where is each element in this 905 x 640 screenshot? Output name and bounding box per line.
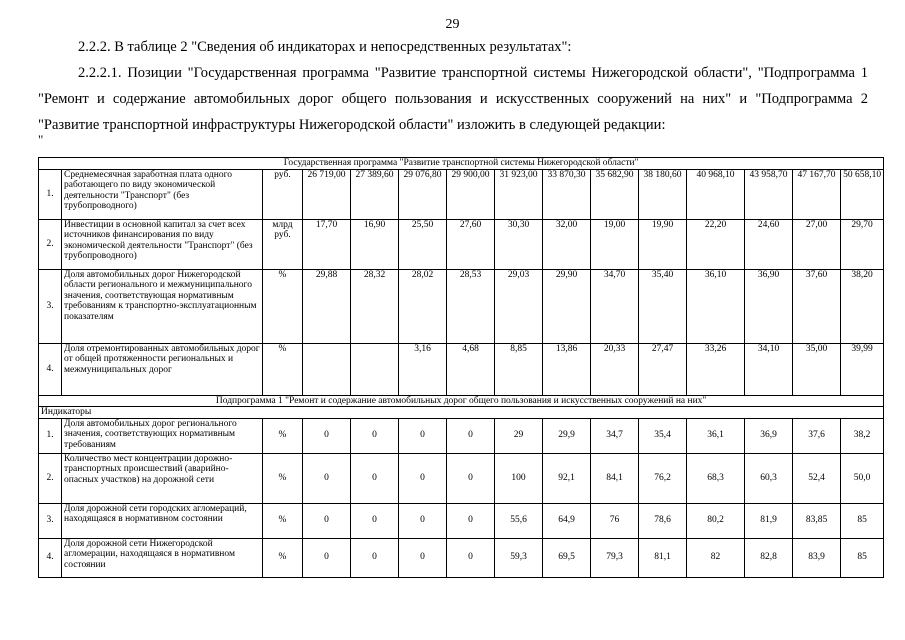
value-cell: 52,4 (793, 453, 841, 503)
row-number: 3. (39, 503, 62, 538)
value-cell: 50,0 (841, 453, 884, 503)
value-cell: 29,90 (543, 269, 591, 343)
value-cell: 84,1 (591, 453, 639, 503)
value-cell: 22,20 (687, 219, 745, 269)
table-row (39, 538, 884, 577)
value-cell: 60,3 (745, 453, 793, 503)
value-cell: 85 (841, 503, 884, 538)
value-cell: 31 923,00 (495, 169, 543, 219)
unit-cell: % (263, 269, 303, 343)
value-cell: 29 900,00 (447, 169, 495, 219)
value-cell: 40 968,10 (687, 169, 745, 219)
value-cell: 37,60 (793, 269, 841, 343)
unit-cell: % (263, 503, 303, 538)
section-2-title (39, 395, 884, 407)
value-cell: 35,00 (793, 343, 841, 395)
indicator-name: Доля дорожной сети Нижегородской агломерации, находящаяся в нормативном состоянии (62, 538, 263, 577)
indicator-name: Количество мест концентрации дорожно-транспортных происшествий (аварийно-опасных участков) на дорожной сети (62, 453, 263, 503)
row-number: 4. (39, 538, 62, 577)
value-cell: 34,70 (591, 269, 639, 343)
section-1-title (39, 158, 884, 170)
value-cell: 27,60 (447, 219, 495, 269)
value-cell: 19,90 (639, 219, 687, 269)
value-cell: 29 076,80 (399, 169, 447, 219)
table-row (39, 418, 884, 453)
value-cell: 0 (303, 418, 351, 453)
value-cell: 13,86 (543, 343, 591, 395)
value-cell: 81,9 (745, 503, 793, 538)
value-cell: 85 (841, 538, 884, 577)
value-cell: 0 (399, 503, 447, 538)
value-cell: 39,99 (841, 343, 884, 395)
value-cell: 64,9 (543, 503, 591, 538)
value-cell: 81,1 (639, 538, 687, 577)
table-row (39, 269, 884, 343)
value-cell: 36,90 (745, 269, 793, 343)
value-cell: 83,85 (793, 503, 841, 538)
value-cell: 0 (351, 453, 399, 503)
value-cell: 28,53 (447, 269, 495, 343)
value-cell: 29 (495, 418, 543, 453)
value-cell: 82,8 (745, 538, 793, 577)
value-cell: 47 167,70 (793, 169, 841, 219)
value-cell: 4,68 (447, 343, 495, 395)
value-cell: 29,70 (841, 219, 884, 269)
value-cell: 69,5 (543, 538, 591, 577)
unit-cell: % (263, 343, 303, 395)
unit-cell: % (263, 538, 303, 577)
value-cell: 0 (399, 538, 447, 577)
value-cell: 32,00 (543, 219, 591, 269)
table-row (39, 169, 884, 219)
value-cell: 25,50 (399, 219, 447, 269)
page-number: 29 (445, 17, 460, 32)
indicators-table (38, 157, 884, 578)
value-cell: 34,10 (745, 343, 793, 395)
value-cell: 38 180,60 (639, 169, 687, 219)
value-cell: 35 682,90 (591, 169, 639, 219)
value-cell: 50 658,10 (841, 169, 884, 219)
value-cell: 79,3 (591, 538, 639, 577)
value-cell: 0 (447, 538, 495, 577)
value-cell: 3,16 (399, 343, 447, 395)
value-cell (303, 343, 351, 395)
paragraph-heading-1: 2.2.2. В таблице 2 "Сведения об индикаторах и непосредственных результатах": (78, 39, 572, 55)
value-cell: 34,7 (591, 418, 639, 453)
section-2-title-cell: Подпрограмма 1 "Ремонт и содержание автомобильных дорог общего пользования и искусственных сооружений на них" (39, 395, 884, 407)
value-cell: 30,30 (495, 219, 543, 269)
value-cell: 27,47 (639, 343, 687, 395)
value-cell: 33 870,30 (543, 169, 591, 219)
value-cell: 28,32 (351, 269, 399, 343)
value-cell: 33,26 (687, 343, 745, 395)
unit-cell: % (263, 418, 303, 453)
value-cell: 100 (495, 453, 543, 503)
value-cell: 0 (351, 503, 399, 538)
value-cell: 36,1 (687, 418, 745, 453)
paragraph-heading-2: 2.2.2.1. Позиции "Государственная программа "Развитие транспортной системы Нижегородской области", "Подпрограмма 1 "Ремонт и содержание автомобильных дорог общего пользования и искусственных сооружений на них" и "Подпрограмма 2 "Развитие транспортной инфраструктуры Нижегородской области" изложить в следующей редакции: (38, 65, 868, 133)
section-1-title-cell: Государственная программа "Развитие транспортной системы Нижегородской области" (39, 158, 884, 170)
indicator-name: Доля отремонтированных автомобильных дорог от общей протяженности региональных и межмуниципальных дорог (62, 343, 263, 395)
value-cell: 0 (351, 538, 399, 577)
value-cell: 0 (303, 503, 351, 538)
row-number: 2. (39, 219, 62, 269)
indicator-name: Доля автомобильных дорог регионального значения, соответствующих нормативным требованиям (62, 418, 263, 453)
indicator-name: Доля автомобильных дорог Нижегородской области регионального и межмуниципального значения, соответствующая нормативным требованиям к транспортно-эксплуатационным показателям (62, 269, 263, 343)
unit-cell: млрд руб. (263, 219, 303, 269)
unit-cell: руб. (263, 169, 303, 219)
value-cell (351, 343, 399, 395)
value-cell: 0 (399, 418, 447, 453)
table-row (39, 219, 884, 269)
value-cell: 24,60 (745, 219, 793, 269)
row-number: 2. (39, 453, 62, 503)
value-cell: 16,90 (351, 219, 399, 269)
value-cell: 59,3 (495, 538, 543, 577)
indicators-label-row (39, 407, 884, 419)
value-cell: 0 (399, 453, 447, 503)
value-cell: 82 (687, 538, 745, 577)
value-cell: 76,2 (639, 453, 687, 503)
row-number: 4. (39, 343, 62, 395)
value-cell: 78,6 (639, 503, 687, 538)
indicator-name: Инвестиции в основной капитал за счет всех источников финансирования по виду экономической деятельности "Транспорт" (без трубопроводного) (62, 219, 263, 269)
value-cell: 0 (303, 538, 351, 577)
unit-cell: % (263, 453, 303, 503)
row-number: 3. (39, 269, 62, 343)
value-cell: 29,88 (303, 269, 351, 343)
value-cell: 36,10 (687, 269, 745, 343)
value-cell: 0 (447, 503, 495, 538)
indicator-name: Среднемесячная заработная плата одного работающего по виду экономической деятельности "Транспорт" (без трубопроводного) (62, 169, 263, 219)
value-cell: 29,9 (543, 418, 591, 453)
value-cell: 26 719,00 (303, 169, 351, 219)
value-cell: 28,02 (399, 269, 447, 343)
value-cell: 0 (303, 453, 351, 503)
indicator-name: Доля дорожной сети городских агломераций, находящаяся в нормативном состоянии (62, 503, 263, 538)
value-cell: 0 (447, 453, 495, 503)
value-cell: 29,03 (495, 269, 543, 343)
value-cell: 83,9 (793, 538, 841, 577)
value-cell: 38,20 (841, 269, 884, 343)
value-cell: 20,33 (591, 343, 639, 395)
value-cell: 0 (447, 418, 495, 453)
value-cell: 80,2 (687, 503, 745, 538)
row-number: 1. (39, 169, 62, 219)
value-cell: 55,6 (495, 503, 543, 538)
opening-quote-mark: " (38, 132, 44, 147)
table-row (39, 453, 884, 503)
value-cell: 37,6 (793, 418, 841, 453)
table-row (39, 503, 884, 538)
value-cell: 38,2 (841, 418, 884, 453)
value-cell: 76 (591, 503, 639, 538)
row-number: 1. (39, 418, 62, 453)
value-cell: 35,4 (639, 418, 687, 453)
value-cell: 0 (351, 418, 399, 453)
value-cell: 92,1 (543, 453, 591, 503)
indicators-label: Индикаторы (39, 407, 884, 419)
value-cell: 27,00 (793, 219, 841, 269)
value-cell: 19,00 (591, 219, 639, 269)
value-cell: 17,70 (303, 219, 351, 269)
value-cell: 68,3 (687, 453, 745, 503)
value-cell: 43 958,70 (745, 169, 793, 219)
value-cell: 8,85 (495, 343, 543, 395)
value-cell: 27 389,60 (351, 169, 399, 219)
value-cell: 35,40 (639, 269, 687, 343)
value-cell: 36,9 (745, 418, 793, 453)
table-row (39, 343, 884, 395)
